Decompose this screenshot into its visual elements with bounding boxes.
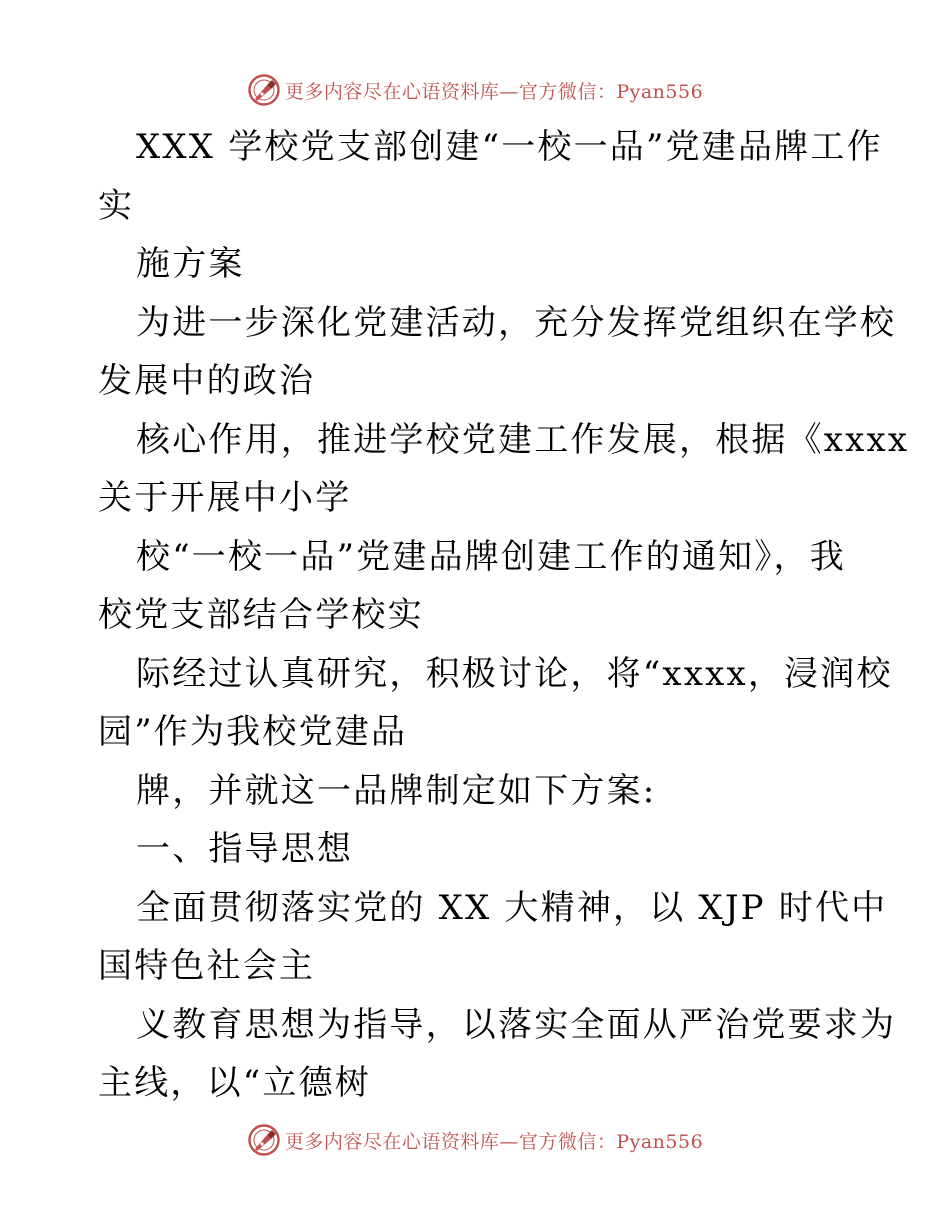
text-line: 校党支部结合学校实 (98, 595, 424, 635)
text-line: 为进一步深化党建活动，充分发挥党组织在学校 (136, 302, 897, 343)
watermark-text: 更多内容尽在心语资料库—官方微信：Pyan556 (284, 80, 704, 103)
text-line: 校“一校一品”党建品牌创建工作的通知》，我 (136, 536, 846, 577)
header-watermark (0, 68, 950, 112)
text-line: 施方案 (136, 244, 245, 284)
text-line: 国特色社会主 (98, 946, 316, 986)
text-line: 牌，并就这一品牌制定如下方案: (136, 770, 657, 811)
text-line: 全面贯彻落实党的 XX 大精神，以 XJP 时代中 (136, 887, 888, 928)
text-line: 义教育思想为指导，以落实全面从严治党要求为 (136, 1004, 897, 1045)
fountain-pen-logo-icon (247, 1123, 281, 1157)
section-heading: 一、指导思想 (136, 829, 354, 869)
text-line: 核心作用，推进学校党建工作发展，根据《xxxx (136, 419, 910, 460)
text-line: 发展中的政治 (98, 361, 316, 401)
text-line: 园”作为我校党建品 (98, 712, 408, 752)
text-line: 主线，以“立德树 (98, 1063, 371, 1103)
document-body (98, 118, 910, 1113)
text-line: 关于开展中小学 (98, 478, 352, 518)
watermark-text: 更多内容尽在心语资料库—官方微信：Pyan556 (284, 1130, 704, 1153)
text-line: 实 (98, 185, 135, 226)
fountain-pen-logo-icon (247, 73, 281, 107)
footer-watermark (0, 1118, 950, 1162)
text-line: 际经过认真研究，积极讨论，将“xxxx，浸润校 (136, 653, 893, 694)
text-line: XXX 学校党支部创建“一校一品”党建品牌工作 (136, 127, 883, 167)
